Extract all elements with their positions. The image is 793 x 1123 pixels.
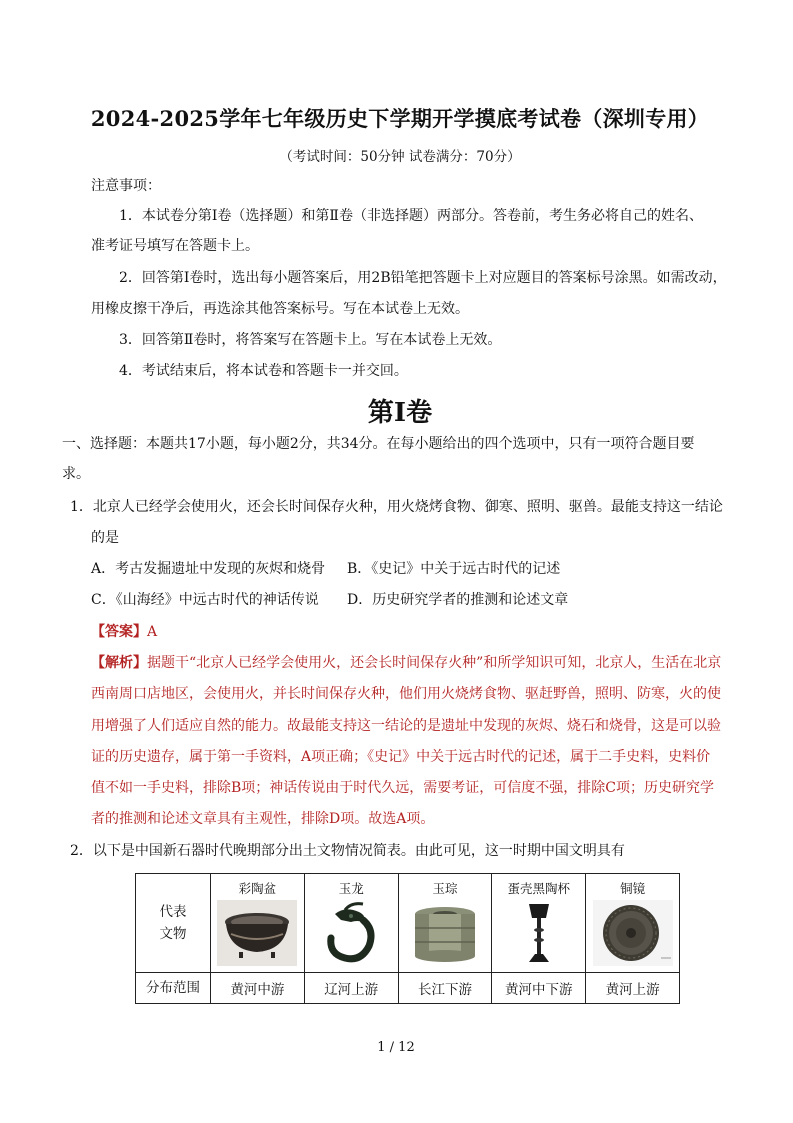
range-cell: 长江下游	[398, 973, 492, 1004]
relics-table	[135, 873, 680, 1004]
relic-cell	[304, 874, 398, 973]
eggshell-black-pottery-cup-image	[499, 900, 579, 966]
q1-stem-line-2: 的是	[91, 530, 119, 546]
note-2-line-1: 2．回答第Ⅰ卷时，选出每小题答案后，用2B铅笔把答题卡上对应题目的答案标号涂黑。如需改动，	[119, 270, 727, 286]
note-3: 3．回答第Ⅱ卷时，将答案写在答题卡上。写在本试卷上无效。	[119, 332, 502, 348]
row-header-range: 分布范围	[136, 973, 211, 1004]
q1-option-a: A．考古发掘遗址中发现的灰烬和烧骨	[91, 561, 326, 577]
relic-cell	[492, 874, 586, 973]
q1-analysis-line-2: 西南周口店地区，会使用火，并长时间保存火种，他们用火烧烤食物、驱赶野兽，照明、防寒，火的使	[91, 686, 721, 702]
note-4: 4．考试结束后，将本试卷和答题卡一并交回。	[119, 363, 408, 379]
relics-row	[136, 874, 680, 973]
relic-cell	[398, 874, 492, 973]
analysis-label: 【解析】	[91, 655, 147, 671]
range-cell: 黄河上游	[586, 973, 680, 1004]
relic-name: 铜镜	[620, 880, 646, 896]
range-cell: 黄河中下游	[492, 973, 586, 1004]
range-cell: 黄河中游	[211, 973, 305, 1004]
range-cell: 辽河上游	[304, 973, 398, 1004]
q1-answer	[91, 622, 157, 642]
q2-stem: 2．以下是中国新石器时代晚期部分出土文物情况简表。由此可见，这一时期中国文明具有	[70, 843, 625, 859]
answer-label: 【答案】	[91, 624, 147, 640]
notes-heading: 注意事项：	[91, 178, 161, 194]
jade-cong-image	[405, 900, 485, 966]
section-heading-line-2: 求。	[62, 466, 90, 482]
relic-cell	[211, 874, 305, 973]
exam-subtitle: （考试时间：50分钟 试卷满分：70分）	[279, 149, 521, 165]
section-heading-line-1: 一、选择题：本题共17小题，每小题2分，共34分。在每小题给出的四个选项中，只有一项符合题目要	[62, 436, 695, 452]
analysis-text-1: 据题干“北京人已经学会使用火，还会长时间保存火种”和所学知识可知，北京人，生活在北京	[147, 655, 722, 671]
q1-analysis-line-4: 证的历史遗存，属于第一手资料，A项正确；《史记》中关于远古时代的记述，属于二手史料，史料价	[91, 749, 711, 765]
q1-stem-line-1: 1．北京人已经学会使用火，还会长时间保存火种，用火烧烤食物、御寒、照明、驱兽。最能支持这一结论	[70, 499, 723, 515]
row-header-relics	[136, 874, 211, 973]
q1-analysis-line-3: 用增强了人们适应自然的能力。故最能支持这一结论的是遗址中发现的灰烬、烧石和烧骨，这是可以验	[91, 718, 721, 734]
note-2-line-2: 用橡皮擦干净后，再选涂其他答案标号。写在本试卷上无效。	[91, 301, 469, 317]
q1-option-c: C．《山海经》中远古时代的神话传说	[91, 592, 319, 608]
q1-analysis-line-5: 值不如一手史料，排除B项；神话传说由于时代久远，需要考证，可信度不强，排除C项；历史研究学	[91, 780, 714, 796]
relic-name: 彩陶盆	[238, 880, 277, 896]
painted-pottery-basin-image	[217, 900, 297, 966]
q1-option-b: B．《史记》中关于远古时代的记述	[347, 561, 561, 577]
note-1-line-1: 1．本试卷分第Ⅰ卷（选择题）和第Ⅱ卷（非选择题）两部分。答卷前，考生务必将自己的姓名、	[119, 208, 703, 224]
relic-cell	[586, 874, 680, 973]
relic-name: 玉琮	[432, 880, 458, 896]
exam-title: 2024-2025学年七年级历史下学期开学摸底考试卷（深圳专用）	[90, 106, 710, 131]
q1-analysis-line-1	[91, 653, 721, 673]
answer-value: A	[147, 624, 158, 640]
q1-analysis-line-6: 者的推测和论述文章具有主观性，排除D项。故选A项。	[91, 811, 435, 827]
jade-dragon-image	[311, 900, 391, 966]
relic-name: 蛋壳黑陶杯	[507, 880, 571, 896]
range-row	[136, 973, 680, 1004]
volume-title: 第Ⅰ卷	[367, 398, 433, 428]
relic-name: 玉龙	[338, 880, 364, 896]
bronze-mirror-image	[593, 900, 673, 966]
q1-option-d: D．历史研究学者的推测和论述文章	[347, 592, 569, 608]
page-number: 1 / 12	[377, 1040, 415, 1055]
note-1-line-2: 准考证号填写在答题卡上。	[91, 238, 259, 254]
row-header-relics-label: 代表文物	[159, 904, 187, 942]
